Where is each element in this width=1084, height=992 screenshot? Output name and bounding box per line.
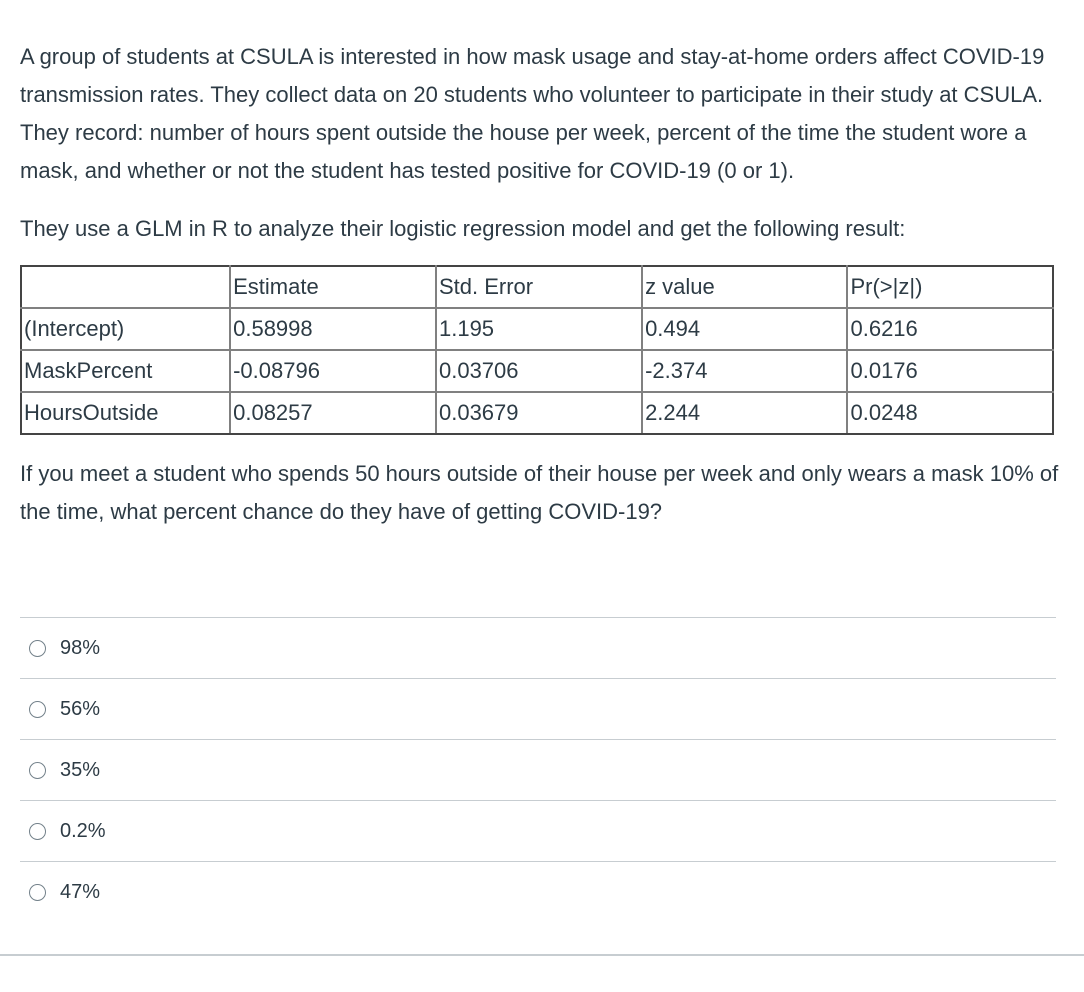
answer-option[interactable] bbox=[20, 861, 1056, 922]
table-cell: 0.494 bbox=[642, 308, 847, 350]
table-cell: -0.08796 bbox=[230, 350, 436, 392]
radio-button[interactable] bbox=[29, 884, 46, 901]
table-cell: MaskPercent bbox=[21, 350, 230, 392]
table-cell: 0.08257 bbox=[230, 392, 436, 434]
table-header-cell: Pr(>|z|) bbox=[847, 266, 1053, 308]
answer-option[interactable] bbox=[20, 617, 1056, 678]
radio-button[interactable] bbox=[29, 701, 46, 718]
question-intro: A group of students at CSULA is interested in how mask usage and stay-at-home orders affect COVID-19 transmission rates. They collect data on 20 students who volunteer to participate in their study at CSULA. They record: number of hours spent outside the house per week, percent of the time the student wore a mask, and whether or not the student has tested positive for COVID-19 (0 or 1). bbox=[20, 44, 1045, 183]
answer-label: 35% bbox=[60, 758, 101, 781]
table-cell: -2.374 bbox=[642, 350, 847, 392]
table-row bbox=[21, 392, 1053, 434]
bottom-divider bbox=[0, 954, 1084, 956]
answer-option[interactable] bbox=[20, 800, 1056, 861]
table-header-cell: Std. Error bbox=[436, 266, 642, 308]
table-row bbox=[21, 350, 1053, 392]
table-cell: 2.244 bbox=[642, 392, 847, 434]
answer-label: 98% bbox=[60, 636, 101, 659]
table-cell: (Intercept) bbox=[21, 308, 230, 350]
answer-option[interactable] bbox=[20, 739, 1056, 800]
radio-button[interactable] bbox=[29, 640, 46, 657]
table-cell: 0.0176 bbox=[847, 350, 1053, 392]
answer-list bbox=[20, 617, 1056, 922]
table-header-cell: Estimate bbox=[230, 266, 436, 308]
table-cell: 0.58998 bbox=[230, 308, 436, 350]
answer-label: 56% bbox=[60, 697, 101, 720]
answer-option[interactable] bbox=[20, 678, 1056, 739]
answer-label: 0.2% bbox=[60, 819, 106, 842]
regression-results-table bbox=[20, 265, 1054, 435]
table-cell: 0.03706 bbox=[436, 350, 642, 392]
table-cell: 0.03679 bbox=[436, 392, 642, 434]
question-prompt: If you meet a student who spends 50 hours outside of their house per week and only wears a mask 10% of the time, what percent chance do they have of getting COVID-19? bbox=[20, 461, 1059, 524]
table-cell: 0.0248 bbox=[847, 392, 1053, 434]
radio-button[interactable] bbox=[29, 823, 46, 840]
table-header-row bbox=[21, 266, 1053, 308]
question-method: They use a GLM in R to analyze their logistic regression model and get the following result: bbox=[20, 216, 906, 241]
answer-label: 47% bbox=[60, 880, 101, 903]
table-row bbox=[21, 308, 1053, 350]
question-body bbox=[20, 38, 1064, 531]
table-header-cell bbox=[21, 266, 230, 308]
table-header-cell: z value bbox=[642, 266, 847, 308]
table-cell: HoursOutside bbox=[21, 392, 230, 434]
table-cell: 1.195 bbox=[436, 308, 642, 350]
radio-button[interactable] bbox=[29, 762, 46, 779]
table-cell: 0.6216 bbox=[847, 308, 1053, 350]
